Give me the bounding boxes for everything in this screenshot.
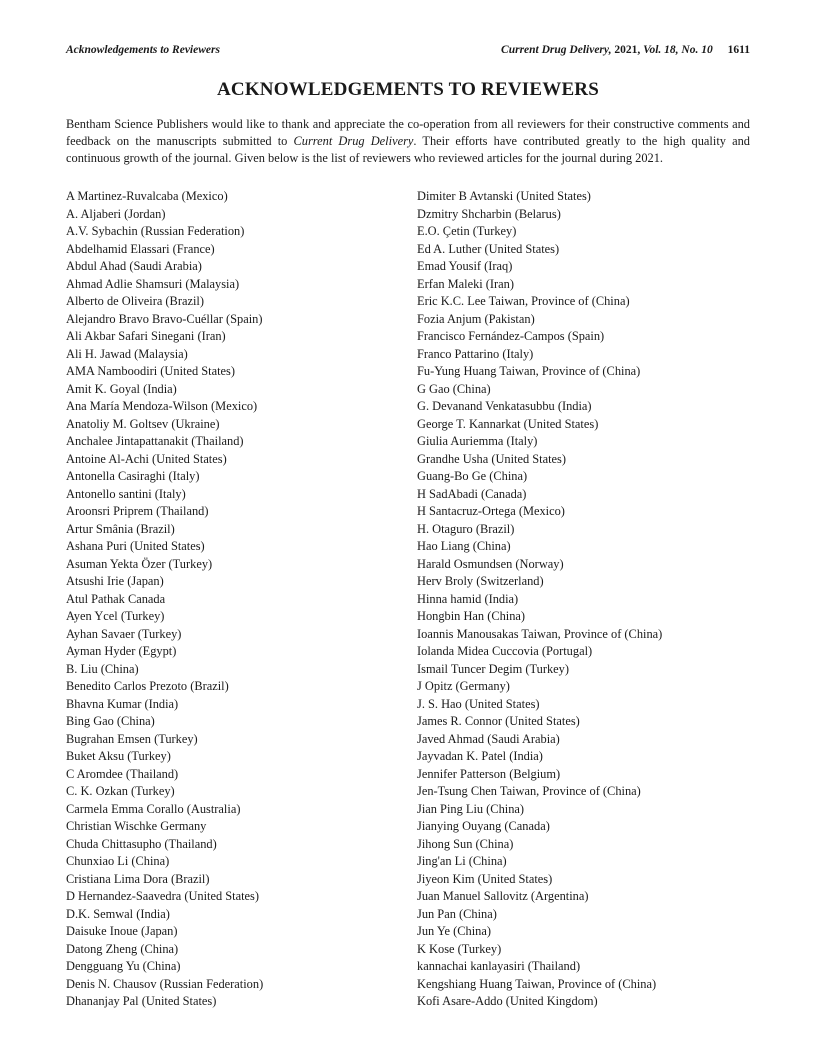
list-item: Jianying Ouyang (Canada) (417, 819, 550, 833)
list-item: Benedito Carlos Prezoto (Brazil) (66, 679, 229, 693)
list-item: Jun Ye (China) (417, 924, 492, 938)
journal-volume-issue: Vol. 18, No. 10 (643, 44, 713, 56)
list-item: H. Otaguro (Brazil) (417, 521, 515, 536)
list-item: Eric K.C. Lee Taiwan, Province of (China) (417, 294, 630, 308)
reviewer-list (66, 188, 750, 1011)
list-item: Dengguang Yu (China) (66, 959, 181, 973)
list-item: Hongbin Han (China) (417, 609, 526, 623)
journal-year: 2021, (614, 44, 641, 56)
list-item: E.O. Çetin (Turkey) (417, 224, 517, 238)
list-item: Jiyeon Kim (United States) (417, 871, 553, 886)
list-item: Ana María Mendoza-Wilson (Mexico) (66, 399, 258, 413)
list-item: Ed A. Luther (United States) (417, 241, 560, 256)
list-item: Antonella Casiraghi (Italy) (66, 469, 200, 483)
list-item: Erfan Maleki (Iran) (417, 276, 515, 291)
list-item: Asuman Yekta Özer (Turkey) (66, 556, 213, 571)
reviewer-column-right (408, 188, 750, 1011)
list-item: Artur Smânia (Brazil) (66, 521, 175, 536)
list-item: C. K. Ozkan (Turkey) (66, 784, 175, 798)
list-item: Aroonsri Priprem (Thailand) (66, 504, 209, 518)
list-item: Abdelhamid Elassari (France) (66, 241, 215, 256)
list-item: Daisuke Inoue (Japan) (66, 924, 178, 938)
list-item: Atsushi Irie (Japan) (66, 574, 164, 588)
list-item: Chuda Chittasupho (Thailand) (66, 836, 217, 851)
list-item: Dimiter B Avtanski (United States) (417, 189, 591, 203)
list-item: Jennifer Patterson (Belgium) (417, 766, 561, 781)
list-item: Guang-Bo Ge (China) (417, 469, 528, 483)
list-item: Alberto de Oliveira (Brazil) (66, 294, 204, 308)
list-item: Giulia Auriemma (Italy) (417, 434, 538, 448)
list-item: Ismail Tuncer Degim (Turkey) (417, 661, 570, 676)
list-item: A.V. Sybachin (Russian Federation) (66, 224, 245, 238)
list-item: Jen-Tsung Chen Taiwan, Province of (China) (417, 784, 641, 798)
running-head-title: Acknowledgements to Reviewers (66, 44, 220, 56)
list-item: Dhananjay Pal (United States) (66, 994, 217, 1008)
list-item: Harald Osmundsen (Norway) (417, 556, 564, 571)
journal-name: Current Drug Delivery, (501, 44, 612, 56)
list-item: Denis N. Chausov (Russian Federation) (66, 976, 264, 991)
list-item: C Aromdee (Thailand) (66, 766, 179, 781)
list-item: Buket Aksu (Turkey) (66, 749, 171, 763)
list-item: Ali Akbar Safari Sinegani (Iran) (66, 329, 226, 343)
list-item: A Martinez-Ruvalcaba (Mexico) (66, 189, 228, 203)
list-item: Abdul Ahad (Saudi Arabia) (66, 259, 202, 273)
list-item: J Opitz (Germany) (417, 679, 510, 693)
list-item: Jayvadan K. Patel (India) (417, 749, 543, 763)
page-content (66, 44, 750, 1011)
list-item: Grandhe Usha (United States) (417, 451, 566, 466)
list-item: Ayman Hyder (Egypt) (66, 644, 177, 658)
list-item: D.K. Semwal (India) (66, 906, 170, 921)
list-item: Anchalee Jintapattanakit (Thailand) (66, 434, 244, 448)
list-item: Jihong Sun (China) (417, 836, 514, 851)
list-item: Hinna hamid (India) (417, 591, 519, 606)
list-item: Carmela Emma Corallo (Australia) (66, 801, 241, 816)
list-item: Ayen Ycel (Turkey) (66, 609, 165, 623)
list-item: Fozia Anjum (Pakistan) (417, 311, 535, 326)
list-item: Amit K. Goyal (India) (66, 381, 177, 396)
list-item: Kengshiang Huang Taiwan, Province of (China) (417, 976, 657, 991)
list-item: Jing'an Li (China) (417, 854, 507, 868)
list-item: J. S. Hao (United States) (417, 696, 540, 711)
page-title: ACKNOWLEDGEMENTS TO REVIEWERS (216, 79, 599, 100)
intro-paragraph (66, 116, 750, 167)
list-item: Atul Pathak Canada (66, 591, 166, 606)
list-item: B. Liu (China) (66, 661, 139, 676)
page-number: 1611 (727, 44, 750, 56)
list-item: Francisco Fernández-Campos (Spain) (417, 329, 605, 343)
list-item: Cristiana Lima Dora (Brazil) (66, 871, 210, 886)
list-item: Ayhan Savaer (Turkey) (66, 626, 182, 641)
list-item: Antoine Al-Achi (United States) (66, 451, 227, 466)
list-item: AMA Namboodiri (United States) (66, 364, 235, 378)
list-item: Hao Liang (China) (417, 539, 511, 553)
list-item: G Gao (China) (417, 381, 491, 396)
list-item: Bhavna Kumar (India) (66, 696, 179, 711)
list-item: K Kose (Turkey) (417, 941, 502, 956)
list-item: Datong Zheng (China) (66, 941, 179, 956)
list-item: Juan Manuel Sallovitz (Argentina) (417, 889, 589, 903)
list-item: Jian Ping Liu (China) (417, 801, 525, 816)
list-item: A. Aljaberi (Jordan) (66, 206, 166, 221)
running-head-citation (501, 44, 750, 56)
list-item: Bugrahan Emsen (Turkey) (66, 731, 198, 746)
reviewer-column-left (66, 188, 408, 1011)
list-item: Kofi Asare-Addo (United Kingdom) (417, 994, 598, 1008)
list-item: Bing Gao (China) (66, 714, 155, 728)
list-item: Antonello santini (Italy) (66, 486, 186, 501)
list-item: Herv Broly (Switzerland) (417, 574, 544, 588)
running-head (66, 44, 750, 56)
list-item: D Hernandez-Saavedra (United States) (66, 889, 260, 903)
list-item: Emad Yousif (Iraq) (417, 259, 513, 273)
list-item: kannachai kanlayasiri (Thailand) (417, 959, 581, 973)
list-item: George T. Kannarkat (United States) (417, 416, 599, 431)
list-item: James R. Connor (United States) (417, 714, 580, 728)
intro-journal-name: Current Drug Delivery (293, 134, 414, 148)
list-item: Dzmitry Shcharbin (Belarus) (417, 206, 561, 221)
list-item: Iolanda Midea Cuccovia (Portugal) (417, 644, 593, 658)
list-item: Alejandro Bravo Bravo-Cuéllar (Spain) (66, 311, 263, 326)
list-item: Ahmad Adlie Shamsuri (Malaysia) (66, 276, 240, 291)
list-item: Jun Pan (China) (417, 906, 497, 921)
list-item: Javed Ahmad (Saudi Arabia) (417, 731, 560, 746)
list-item: Ashana Puri (United States) (66, 539, 205, 553)
list-item: Franco Pattarino (Italy) (417, 346, 534, 361)
list-item: H Santacruz-Ortega (Mexico) (417, 504, 565, 518)
list-item: G. Devanand Venkatasubbu (India) (417, 399, 592, 413)
list-item: H SadAbadi (Canada) (417, 486, 527, 501)
list-item: Ioannis Manousakas Taiwan, Province of (China) (417, 626, 663, 641)
list-item: Chunxiao Li (China) (66, 854, 170, 868)
list-item: Fu-Yung Huang Taiwan, Province of (China) (417, 364, 641, 378)
intro-text-before: Bentham Science Publishers would like to thank and appreciate the co-operation from all reviewers for their constructive comments and feedback on the manuscripts submitted to (66, 117, 750, 148)
intro-text-after: . Their efforts have contributed greatly to the high quality and continuous growth of the journal. Given below is the list of reviewers who reviewed articles for the journal during 2021. (66, 134, 750, 165)
list-item: Christian Wischke Germany (66, 819, 207, 833)
list-item: Ali H. Jawad (Malaysia) (66, 346, 188, 361)
list-item: Anatoliy M. Goltsev (Ukraine) (66, 416, 220, 431)
